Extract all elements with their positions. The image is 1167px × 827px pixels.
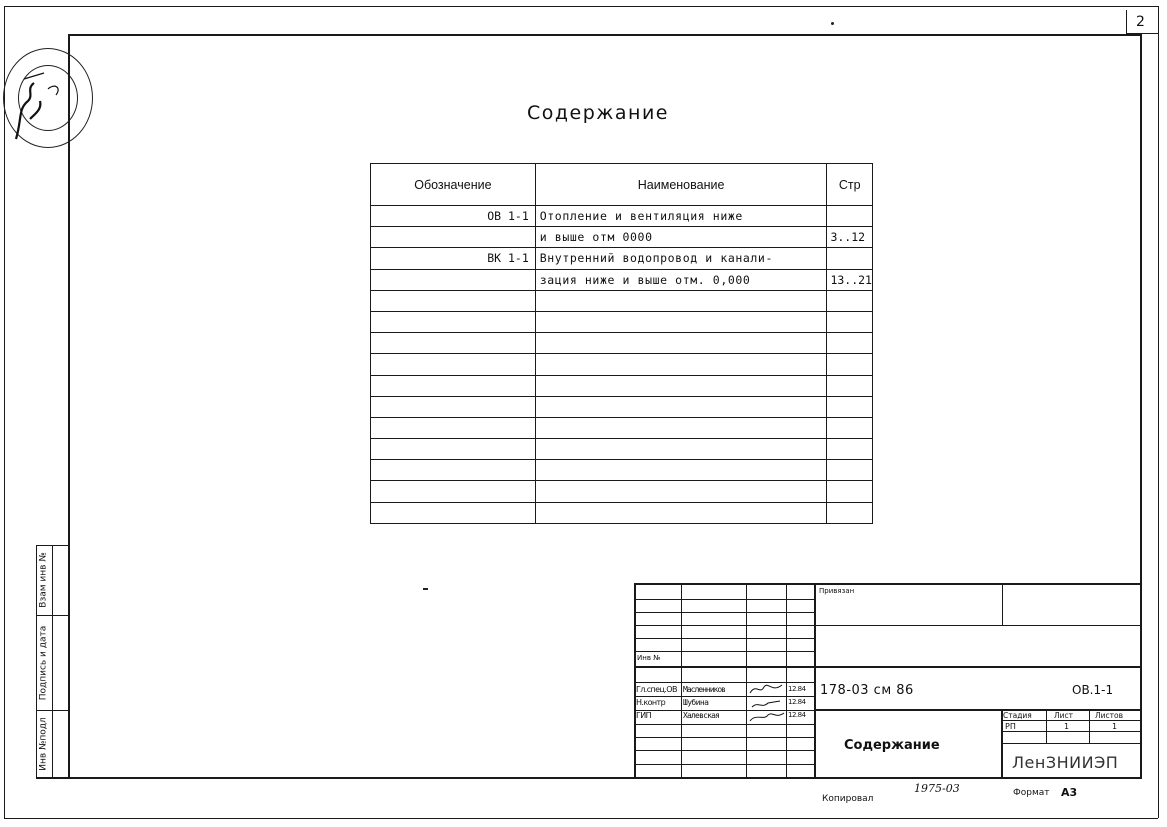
row-name (535, 439, 827, 460)
contents-row (371, 481, 873, 502)
row-name (535, 290, 827, 311)
contents-row (371, 333, 873, 354)
row-designation: ОВ 1-1 (371, 206, 536, 227)
row-name (535, 417, 827, 438)
signer-role-1: Гл.спец.ОВ (636, 685, 677, 694)
row-name: Отопление и вентиляция ниже (535, 206, 827, 227)
sheet-number: 2 (1136, 14, 1145, 30)
row-name: Внутренний водопровод и канали- (535, 248, 827, 269)
stray-mark (423, 588, 428, 590)
tb-r-h1 (815, 625, 1141, 626)
tb-r-h2 (815, 666, 1141, 668)
col-header-page: Стр (827, 164, 873, 206)
signer-date-3: 12.84 (788, 711, 806, 719)
contents-header-row (371, 164, 873, 206)
row-name (535, 311, 827, 332)
signature-scribbles-icon (746, 679, 786, 723)
tb-h12 (634, 750, 815, 751)
row-designation (371, 354, 536, 375)
signer-name-3: Халевская (683, 711, 720, 720)
side-strip-top (36, 545, 69, 546)
row-designation (371, 269, 536, 290)
tb-top (634, 583, 1141, 585)
side-label-inv-orig: Инв №подл (38, 717, 49, 771)
row-name (535, 396, 827, 417)
tb-h2 (634, 612, 815, 613)
row-page (827, 375, 873, 396)
side-strip-left (36, 545, 37, 778)
row-page (827, 396, 873, 417)
row-page (827, 354, 873, 375)
row-designation (371, 311, 536, 332)
row-designation (371, 290, 536, 311)
approval-stamp (3, 48, 93, 148)
row-page (827, 481, 873, 502)
contents-row (371, 460, 873, 481)
row-name (535, 502, 827, 523)
contents-row (371, 206, 873, 227)
row-page (827, 439, 873, 460)
tb-stage-h2 (1001, 731, 1141, 732)
side-strip-div2 (36, 710, 69, 711)
row-page (827, 206, 873, 227)
lists-value: 1 (1112, 722, 1118, 731)
row-designation (371, 439, 536, 460)
row-page: 3..12 (827, 227, 873, 248)
row-designation (371, 502, 536, 523)
tb-r-h3 (815, 709, 1141, 711)
stage-label: Стадия (1003, 711, 1032, 720)
outer-frame-top (4, 6, 1158, 7)
tb-privyazan-div (1002, 583, 1003, 625)
list-value: 1 (1064, 722, 1070, 731)
tb-h13 (634, 764, 815, 765)
contents-row (371, 375, 873, 396)
col-header-name: Наименование (535, 164, 827, 206)
row-name (535, 333, 827, 354)
stray-mark-top (831, 22, 834, 25)
contents-row (371, 502, 873, 523)
outer-frame-bottom (4, 818, 1158, 819)
contents-row (371, 396, 873, 417)
row-name (535, 481, 827, 502)
inner-frame-top (68, 34, 1141, 36)
page-title: Содержание (527, 102, 669, 124)
contents-row (371, 354, 873, 375)
row-name: и выше отм 0000 (535, 227, 827, 248)
tb-h10 (634, 724, 815, 725)
signer-name-2: Шубина (683, 698, 709, 707)
contents-row (371, 248, 873, 269)
handwritten-signature-icon (4, 49, 92, 147)
row-name (535, 375, 827, 396)
row-designation (371, 375, 536, 396)
row-name: зация ниже и выше отм. 0,000 (535, 269, 827, 290)
tb-h5 (634, 651, 815, 652)
archive-number: 1975-03 (914, 782, 960, 795)
sheet-title: Содержание (844, 738, 940, 753)
row-designation (371, 417, 536, 438)
tb-stage-v1 (1046, 709, 1047, 743)
privyazan-label: Привязан (819, 587, 855, 595)
row-designation (371, 481, 536, 502)
row-designation (371, 396, 536, 417)
format-label: Формат (1013, 788, 1050, 798)
doc-code: 178-03 см 86 (820, 683, 914, 698)
tb-h6 (634, 666, 815, 668)
row-page (827, 417, 873, 438)
signer-role-3: ГИП (636, 711, 652, 720)
tb-h8 (634, 696, 815, 697)
row-designation: ВК 1-1 (371, 248, 536, 269)
contents-row (371, 417, 873, 438)
inv-no-label: Инв № (637, 654, 661, 662)
title-block (634, 583, 1141, 778)
row-page (827, 248, 873, 269)
format-value: А3 (1061, 786, 1078, 799)
side-label-vzam: Взам инв № (38, 552, 49, 608)
tb-stage-h1 (1001, 720, 1141, 721)
contents-row (371, 311, 873, 332)
tb-h1 (634, 599, 815, 600)
tb-stage-h3 (1001, 743, 1141, 744)
contents-row (371, 227, 873, 248)
tb-stage-v2 (1089, 709, 1090, 743)
row-designation (371, 227, 536, 248)
copied-label: Копировал (822, 794, 874, 804)
signer-name-1: Масленников (683, 685, 725, 694)
row-name (535, 460, 827, 481)
tb-h4 (634, 638, 815, 639)
sheet-number-box-left (1126, 10, 1127, 34)
col-header-designation: Обозначение (371, 164, 536, 206)
tb-h3 (634, 625, 815, 626)
contents-table (370, 163, 873, 524)
contents-row (371, 439, 873, 460)
signer-role-2: Н.контр (636, 698, 666, 707)
outer-frame-right (1158, 6, 1159, 818)
row-page (827, 502, 873, 523)
contents-row (371, 290, 873, 311)
list-label: Лист (1054, 711, 1074, 720)
row-page (827, 460, 873, 481)
stage-value: РП (1005, 722, 1016, 731)
row-designation (371, 460, 536, 481)
row-page (827, 311, 873, 332)
tb-h7 (634, 682, 815, 683)
side-strip-div1 (36, 615, 69, 616)
side-label-sign-date: Подпись и дата (38, 625, 49, 701)
contents-row (371, 269, 873, 290)
row-designation (371, 333, 536, 354)
side-strip-mid (52, 545, 53, 778)
signer-date-2: 12.84 (788, 698, 806, 706)
row-page (827, 333, 873, 354)
sheet-code: ОВ.1-1 (1072, 683, 1114, 697)
organization: ЛенЗНИИЭП (1012, 753, 1119, 772)
row-name (535, 354, 827, 375)
lists-label: Листов (1095, 711, 1124, 720)
signer-date-1: 12.84 (788, 685, 806, 693)
row-page: 13..21 (827, 269, 873, 290)
tb-h11 (634, 737, 815, 738)
row-page (827, 290, 873, 311)
sheet-number-box-bottom (1126, 33, 1158, 34)
